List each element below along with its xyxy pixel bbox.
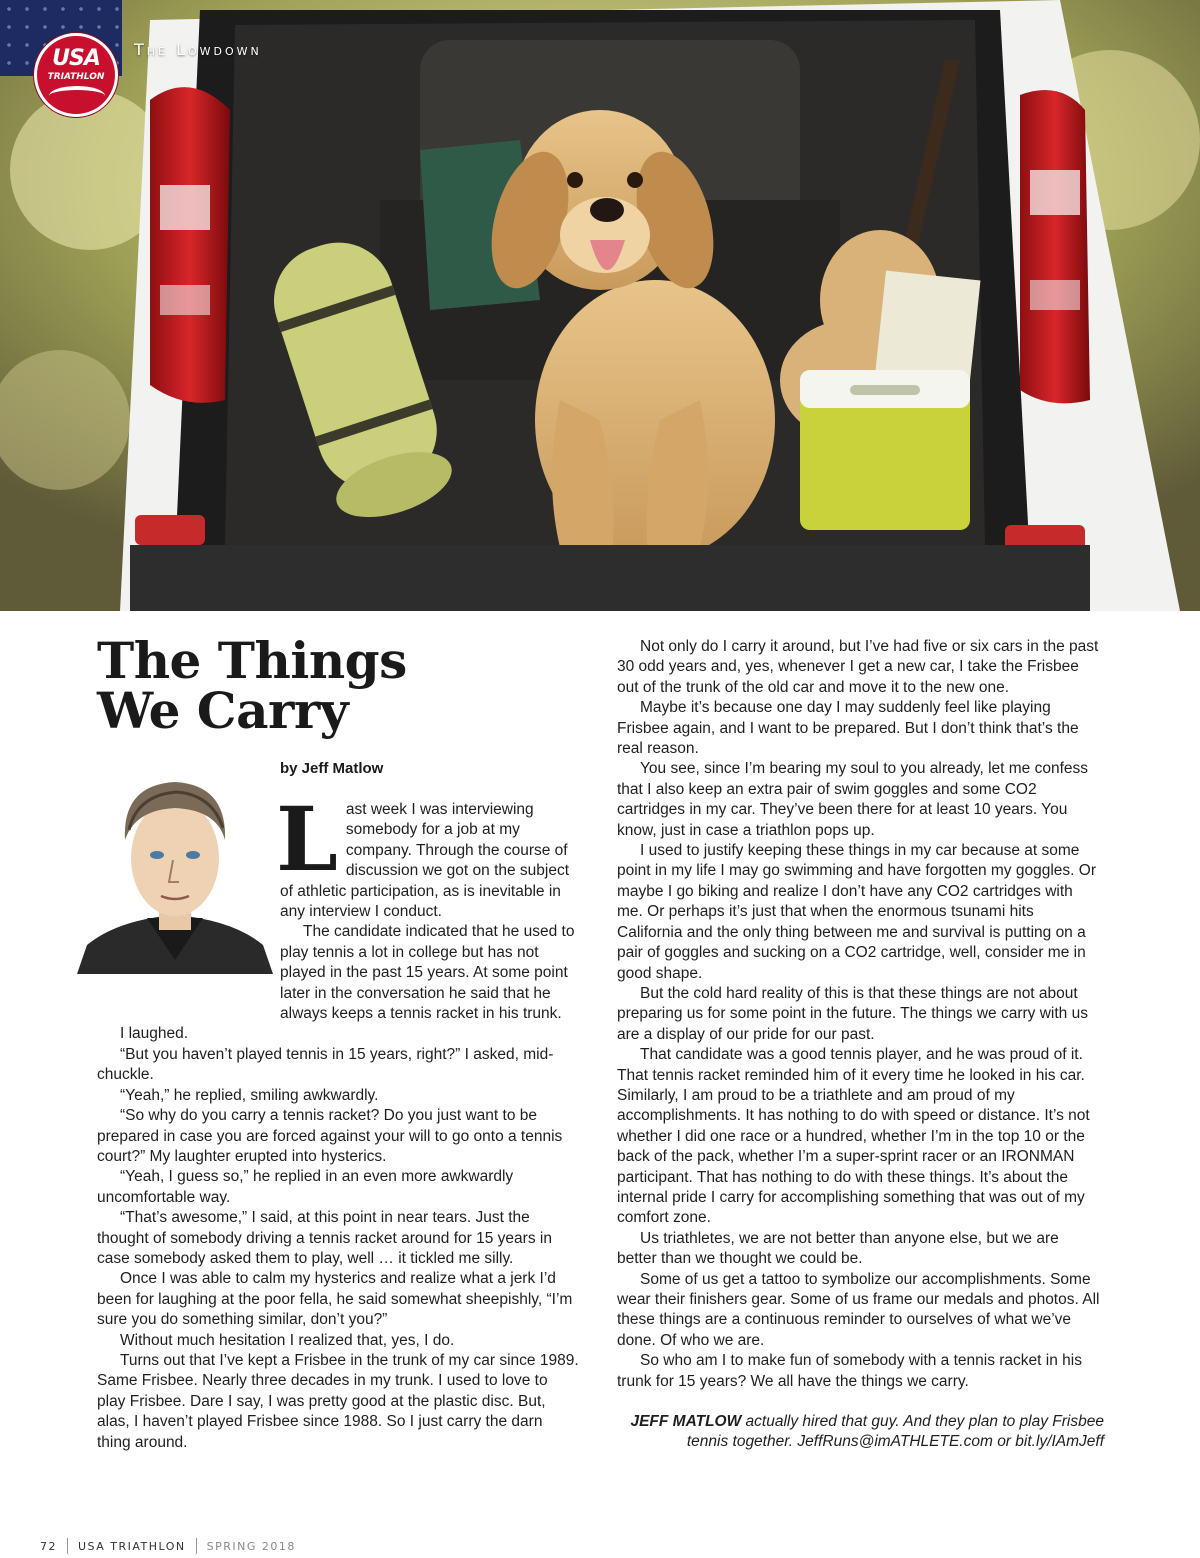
footer-divider [67, 1538, 68, 1554]
article-title [97, 631, 557, 740]
author-name: JEFF MATLOW [630, 1413, 742, 1430]
logo-swoosh-icon [49, 86, 105, 106]
body-paragraph: Us triathletes, we are not better than anyone else, but we are better than we thought we could be. [617, 1229, 1059, 1268]
lead-paragraph: ast week I was interviewing somebody for a job at my company. Through the course of discussion we got on the subject of athletic participation, as is inevitable in any interview I conduct. [280, 801, 570, 921]
body-paragraph: Without much hesitation I realized that, yes, I do. [120, 1331, 455, 1349]
body-paragraph: Turns out that I’ve kept a Frisbee in the trunk of my car since 1989. Same Frisbee. Nearly three decades in my trunk. I used to love to play Frisbee. Dare I say, I was pretty good at the plastic disc. But, alas, I haven’t played Frisbee since 1988. So I just carry the darn thing around. [97, 1351, 579, 1451]
body-paragraph: But the cold hard reality of this is that these things are not about preparing us for some point in the future. The things we carry with us are a display of our pride for our past. [617, 984, 1088, 1043]
lead-paragraph-wrap [97, 787, 579, 922]
drop-cap: L [276, 787, 338, 891]
article-title-line2: We Carry [97, 681, 349, 740]
body-paragraph: Maybe it’s because one day I may suddenly feel like playing Frisbee again, and I want to be prepared. But I don’t think that’s the real reason. [617, 699, 1079, 758]
page-footer [40, 1538, 296, 1554]
body-paragraph: So who am I to make fun of somebody with a tennis racket in his trunk for 15 years? We all have the things we carry. [617, 1352, 1082, 1390]
body-paragraph: You see, since I’m bearing my soul to you already, let me confess that I also keep an extra pair of swim goggles and some CO2 cartridges in my car. They’ve been there for at least 10 years. You know, just in case a triathlon pops up. [617, 760, 1089, 839]
body-paragraph: “So why do you carry a tennis racket? Do you just want to be prepared in case you are forced against your will to go onto a tennis court?” My laughter erupted into hysterics. [97, 1107, 563, 1165]
article-column-right [617, 637, 1101, 1392]
issue-label: SPRING 2018 [206, 1539, 296, 1553]
body-paragraph: I used to justify keeping these things in my car because at some point in my life I may go swimming and have forgotten my goggles. Or maybe I go biking and realize I don’t have any CO2 cartridges with me. Or perhaps it’s just that when the enormous tsunami hits California and the only thing between me and survival is putting on a pair of goggles and sucking on a CO2 cartridge, well, consider me in good shape. [617, 842, 1096, 982]
usa-triathlon-logo: USA TRIATHLON [34, 33, 118, 117]
article-column-left [97, 787, 579, 1453]
body-paragraph: “Yeah, I guess so,” he replied in an even more awkwardly uncomfortable way. [97, 1168, 514, 1206]
page-number: 72 [40, 1539, 57, 1553]
publication-name: USA TRIATHLON [78, 1539, 186, 1553]
body-paragraph: “Yeah,” he replied, smiling awkwardly. [120, 1086, 379, 1104]
dog-in-car-trunk-illustration [0, 0, 1200, 611]
body-paragraph: “But you haven’t played tennis in 15 years, right?” I asked, mid-chuckle. [97, 1045, 554, 1084]
body-paragraph: Once I was able to calm my hysterics and realize what a jerk I’d been for laughing at the poor fella, he said somewhat sheepishly, “I’m sure you do something similar, don’t you?” [97, 1270, 573, 1329]
body-paragraph: That candidate was a good tennis player, and he was proud of it. That tennis racket reminded him of it every time he looked in his car. Similarly, I am proud to be a triathlete and am proud of my accomplishments. It has nothing to do with speed or distance. It’s not whether I did one race or a hundred, whether I’m in the top 10 or the back of the pack, whether I’m a super-sprint racer or an IRONMAN participant. That has nothing to do with these things. It’s about the internal pride I carry for accomplishing something that was out of my comfort zone. [617, 1046, 1090, 1227]
section-label: The Lowdown [134, 40, 262, 59]
article-title-line1: The Things [97, 631, 407, 690]
author-bio-text: actually hired that guy. And they plan to play Frisbee tennis together. JeffRuns@imATHLETE.com or bit.ly/IAmJeff [686, 1413, 1104, 1450]
hero-photo [0, 0, 1200, 611]
body-paragraph: I laughed. [120, 1025, 189, 1043]
body-paragraph: “That’s awesome,” I said, at this point in near tears. Just the thought of somebody driving a tennis racket around for 15 years in case somebody asked them to play, well … it tickled me silly. [97, 1209, 552, 1267]
footer-divider [196, 1538, 197, 1554]
body-paragraph: Not only do I carry it around, but I’ve had five or six cars in the past 30 odd years and, yes, whenever I get a new car, I take the Frisbee out of the trunk of the old car and move it to the new one. [617, 638, 1099, 696]
author-bio-note [600, 1412, 1104, 1452]
body-paragraph: The candidate indicated that he used to play tennis a lot in college but has not played in the past 15 years. At some point later in the conversation he said that he always keeps a tennis racket in his trunk. [280, 923, 575, 1023]
body-paragraph: Some of us get a tattoo to symbolize our accomplishments. Some wear their finishers gear. Some of us frame our medals and photos. All these things are a continuous reminder to ourselves of what we’ve done. Of who we are. [617, 1270, 1100, 1349]
byline: by Jeff Matlow [280, 760, 384, 777]
